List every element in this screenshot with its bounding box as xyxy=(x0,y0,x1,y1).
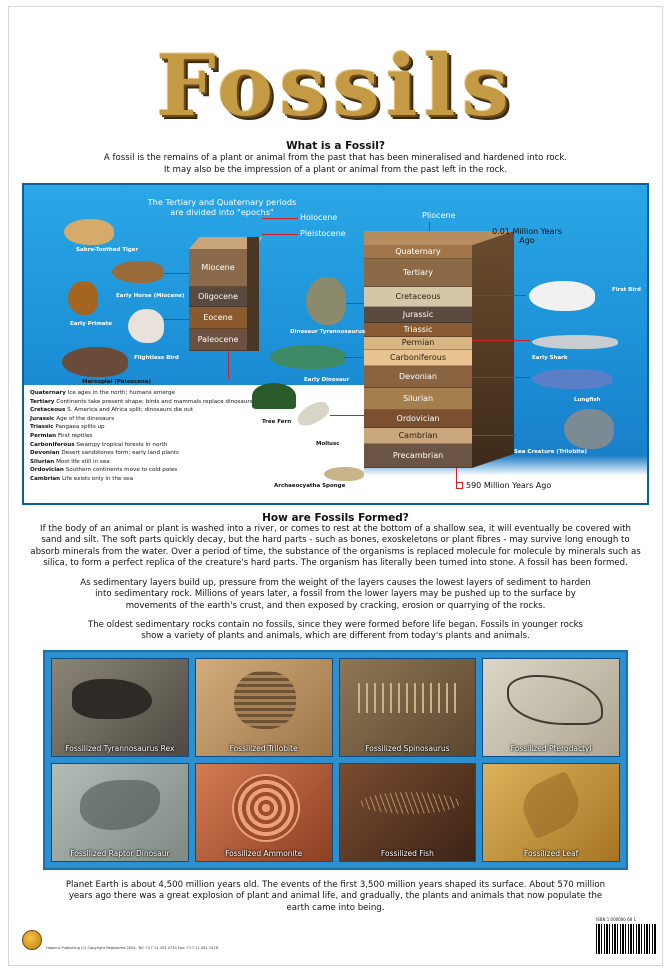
label-pliocene: Pliocene xyxy=(422,211,456,220)
trex-skull-icon xyxy=(72,679,152,719)
photo-caption: Fossilized Raptor Dinosaur xyxy=(70,849,170,858)
label-first-bird: First Bird xyxy=(612,287,641,293)
photo-caption: Fossilized Pterodactyl xyxy=(510,744,592,753)
photo-caption: Fossilized Leaf xyxy=(523,849,579,858)
period-ordovician: Ordovician xyxy=(364,410,472,428)
pointer-trex xyxy=(346,303,364,304)
period-tertiary: Tertiary xyxy=(364,259,472,287)
period-carboniferous: Carboniferous xyxy=(364,350,472,366)
photo-caption: Fossilized Spinosaurus xyxy=(365,744,450,753)
period-quaternary: Quaternary xyxy=(364,245,472,259)
period-cambrian: Cambrian xyxy=(364,428,472,444)
age-bottom-marker xyxy=(456,482,463,489)
first-bird-icon xyxy=(529,281,595,311)
pointer-pleistocene xyxy=(262,234,298,235)
how-paragraph-3: The oldest sedimentary rocks contain no fossils, since they were formed before life began. Fossils in younger rocks show a variety of plants and animals, which are different from today's plants and animals. xyxy=(87,620,584,642)
tyrannosaurus-icon xyxy=(306,277,346,325)
label-primate: Early Primate xyxy=(70,321,112,327)
lungfish-icon xyxy=(532,369,612,389)
barcode xyxy=(596,924,656,954)
publisher-logo xyxy=(22,930,42,950)
poster-title: Fossils xyxy=(156,36,515,135)
epoch-note: The Tertiary and Quaternary periods are divided into "epochs" xyxy=(147,197,297,217)
label-fern: Tree Fern xyxy=(262,419,292,425)
label-shark: Early Shark xyxy=(532,355,568,361)
legend-row: Triassic Pangaea splits up xyxy=(30,424,105,431)
photo-caption: Fossilized Tyrannosaurus Rex xyxy=(65,744,175,753)
what-heading: What is a Fossil? xyxy=(286,140,385,152)
period-silurian: Silurian xyxy=(364,388,472,410)
label-sabre: Sabre-Toothed Tiger xyxy=(76,247,139,253)
age-bottom-text: 590 Million Years Ago xyxy=(466,481,552,490)
legend-row: Quaternary Ice ages in the north; humans emerge xyxy=(30,390,175,396)
age-top xyxy=(492,227,562,245)
epoch-eocene: Eocene xyxy=(189,307,247,329)
pointer-lungfish xyxy=(472,377,530,378)
legend-row: Silurian Most life still in sea xyxy=(30,458,110,465)
photo-tile xyxy=(482,658,620,757)
label-lungfish: Lungfish xyxy=(574,397,601,403)
legend-row: Permian First reptiles xyxy=(30,432,93,439)
epoch-miocene: Miocene xyxy=(189,249,247,287)
photo-tile xyxy=(51,658,189,757)
fineprint: Hopkins Publishing (C) Copyright Registered 2004. Tel: +27 11 453 0734 Fax: +27 11 452 1478 xyxy=(46,946,218,950)
what-line-2: It may also be the impression of a plant or animal from the past left in the rock. xyxy=(163,165,508,175)
age-bottom xyxy=(456,481,551,490)
what-line-1: A fossil is the remains of a plant or animal from the past that has been mineralised and hardened into rock. xyxy=(103,153,568,163)
legend-row: Devonian Desert sandstones form; early land plants xyxy=(30,450,179,457)
label-flightless: Flightless Bird xyxy=(134,355,179,361)
period-devonian: Devonian xyxy=(364,366,472,388)
pointer-paleocene xyxy=(228,351,229,379)
age-top-text: 0.01 Million Years Ago xyxy=(492,227,562,245)
leaf-fossil-icon xyxy=(515,771,587,840)
photo-tile xyxy=(51,763,189,862)
trilobite-fossil-icon xyxy=(234,671,296,729)
pointer-bird xyxy=(164,319,189,320)
photo-caption: Fossilized Trilobite xyxy=(229,744,298,753)
legend-row: Cambrian Life exists only in the sea xyxy=(30,475,134,482)
marsupial-icon xyxy=(62,347,128,377)
legend-row: Jurassic Age of the dinosaurs xyxy=(30,415,115,422)
legend-row: Carboniferous Swampy tropical forests in north xyxy=(30,441,168,448)
pointer-trilobite xyxy=(472,435,516,436)
raptor-skeleton-icon xyxy=(80,780,160,830)
how-paragraph-2: As sedimentary layers build up, pressure from the weight of the layers causes the lowest layers of sediment to harden into sedimentary rock. Millions of years later, a fossil from the lower layers may be pushed up to the surface by movements of the earth's crust, and then exposed by cracking, erosion or quarrying of the rocks. xyxy=(80,578,591,611)
ammonite-spiral-icon xyxy=(232,774,300,842)
fossil-photo-grid xyxy=(43,650,628,870)
pointer-bottom xyxy=(456,468,457,485)
early-dinosaur-icon xyxy=(270,345,346,369)
early-shark-icon xyxy=(532,335,618,349)
epoch-oligocene: Oligocene xyxy=(189,287,247,307)
photo-tile xyxy=(195,658,333,757)
footer-text: Planet Earth is about 4,500 million years old. The events of the first 3,500 million years shaped its surface. About 570 million years ago there was a great explosion of plant and animal life, and gradually, the plants and animals that now populate the earth came into being. xyxy=(65,880,606,913)
pointer-shark xyxy=(472,340,530,341)
early-horse-icon xyxy=(112,261,164,283)
how-paragraph-1: If the body of an animal or plant is washed into a river, or comes to rest at the bottom of a shallow sea, it will eventually be covered with sand and silt. The soft parts quickly decay, but the hard parts - such as bones, exoskeletons or plant fibres - may survive long enough to absorb minerals from the water. Over a period of time, the substance of the organisms is replaced molecule for molecule by minerals such as silica, to form a perfect replica of the creature's hard parts. The organism has literally been turned into stone. A fossil has been formed. xyxy=(30,524,641,569)
pointer-first-bird xyxy=(472,295,526,296)
geologic-time-diagram xyxy=(22,183,649,505)
photo-tile xyxy=(195,763,333,862)
label-trilobite: Sea Creature (Trilobite) xyxy=(514,449,588,455)
epoch-block-side xyxy=(247,237,259,351)
early-primate-icon xyxy=(68,281,98,315)
period-triassic: Triassic xyxy=(364,323,472,337)
legend-row: Tertiary Continents take present shape; birds and mammals replace dinosaurs xyxy=(30,398,253,405)
period-legend xyxy=(30,389,350,484)
barcode-number: ISBN 1 000000 68 1 xyxy=(596,917,636,922)
label-pleistocene: Pleistocene xyxy=(300,229,346,238)
legend-row: Cretaceous S. America and Africa split; dinosaurs die out xyxy=(30,407,194,414)
label-early-dino: Early Dinosaur xyxy=(304,377,350,383)
pointer-holocene xyxy=(262,218,298,219)
period-cretaceous: Cretaceous xyxy=(364,287,472,307)
spinosaurus-bones-icon xyxy=(358,683,458,713)
label-sponge: Archaeocyatha Sponge xyxy=(274,483,346,489)
sabre-tiger-icon xyxy=(64,219,114,245)
trilobite-icon xyxy=(564,409,614,449)
photo-tile xyxy=(339,763,477,862)
how-heading: How are Fossils Formed? xyxy=(262,512,409,524)
photo-caption: Fossilized Fish xyxy=(380,849,434,858)
pterodactyl-skeleton-icon xyxy=(507,675,603,725)
pointer-horse xyxy=(164,273,189,274)
label-holocene: Holocene xyxy=(300,213,338,222)
label-trex: Dinosaur Tyrannosaurus xyxy=(290,329,366,335)
label-marsupial: Marsupial (Paleocene) xyxy=(82,379,152,385)
photo-tile xyxy=(482,763,620,862)
legend-row: Ordovician Southern continents move to cold poles xyxy=(30,467,178,474)
photo-tile xyxy=(339,658,477,757)
epoch-paleocene: Paleocene xyxy=(189,329,247,351)
label-mollusc: Mollusc xyxy=(316,441,340,447)
period-jurassic: Jurassic xyxy=(364,307,472,323)
label-horse: Early Horse (Miocene) xyxy=(116,293,185,299)
fish-fossil-icon xyxy=(360,792,460,814)
period-precambrian: Precambrian xyxy=(364,444,472,468)
pointer-early-dino xyxy=(344,357,364,358)
period-permian: Permian xyxy=(364,337,472,350)
photo-caption: Fossilized Ammonite xyxy=(225,849,303,858)
flightless-bird-icon xyxy=(128,309,164,343)
strata-side xyxy=(472,231,514,468)
